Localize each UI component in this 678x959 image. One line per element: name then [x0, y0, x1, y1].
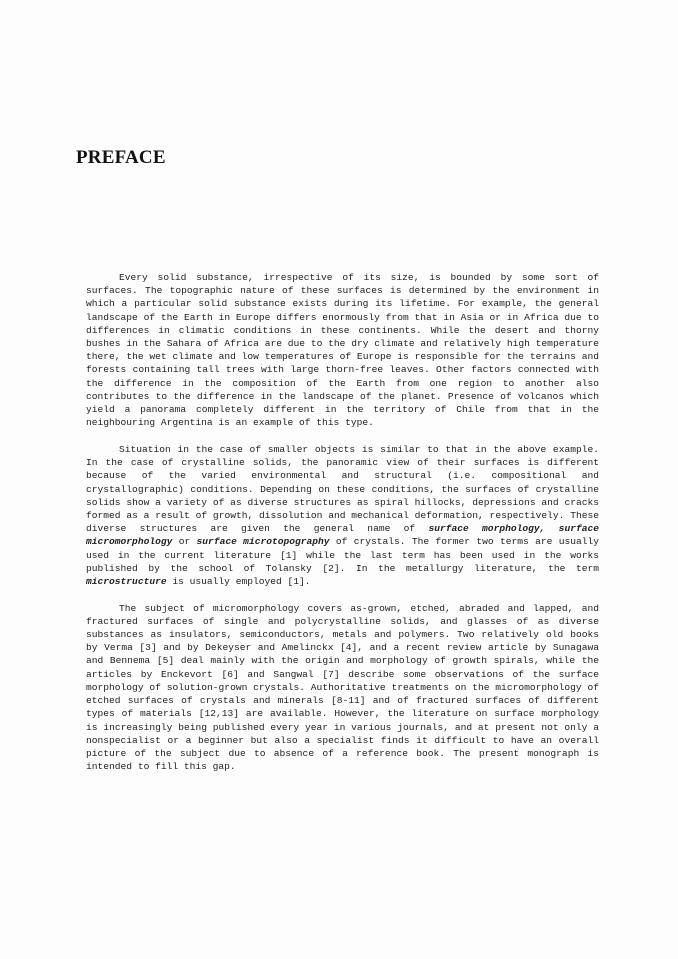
paragraph-1 [86, 271, 599, 429]
page-title: PREFACE [76, 147, 166, 168]
text-run: Every solid substance, irrespective of its size, is bounded by some sort of surfaces. The topographic nature of these surfaces is determined by the environment in which a particular solid substance exists during its lifetime. For example, the general landscape of the Earth in Europe differs enormously from that in Asia or in Africa due to differences in climatic conditions in these continents. While the desert and thorny bushes in the Sahara of Africa are due to the dry climate and relatively high temperature there, the wet climate and low temperatures of Europe is responsible for the terrains and forests containing tall trees with large thorn-free leaves. Other factors connected with the difference in the composition of the Earth from one region to another also contributes to the difference in the landscape of the planet. Presence of volcanos which yield a panorama completely different in the territory of Chile from that in the neighbouring Argentina is an example of this type. [86, 272, 599, 429]
text-run: The subject of micromorphology covers as-grown, etched, abraded and lapped, and fractured surfaces of single and polycrystalline solids, and glasses of as diverse substances as insulators, semiconductors, metals and polymers. Two relatively old books by Verma [3] and by Dekeyser and Amelinckx [4], and a recent review article by Sunagawa and Bennema [5] deal mainly with the origin and morphology of growth spirals, while the articles by Enckevort [6] and Sangwal [7] describe some observations of the surface morphology of solution-grown crystals. Authoritative treatments on the micromorphology of etched surfaces of crystals and minerals [8-11] and of fractured surfaces of different types of materials [12,13] are available. However, the literature on surface morphology is increasingly being published every year in various journals, and at present not only a nonspecialist or a beginner but also a specialist finds it difficult to have an overall picture of the subject due to absence of a reference book. The present monograph is intended to fill this gap. [86, 602, 599, 773]
paragraph-2 [86, 443, 599, 588]
text-run: Situation in the case of smaller objects is similar to that in the above example. In the case of crystalline solids, the panoramic view of their surfaces is different because of the varied environmental and structural (i.e. compositional and crystallographic) conditions. Depending on these conditions, the surfaces of crystalline solids show a variety of as diverse structures as spiral hillocks, depressions and cracks formed as a result of growth, dissolution and mechanical deformation, respectively. These diverse structures are given the general name of [86, 443, 599, 535]
emphasized-term: surface morphology, surface micromorphology [86, 523, 599, 548]
paragraph-3 [86, 602, 599, 774]
preface-body [86, 271, 599, 787]
emphasized-term: microstructure [86, 575, 167, 587]
text-run: or [172, 536, 197, 548]
text-run: is usually employed [1]. [166, 575, 311, 587]
text-run: of crystals. The former two terms are usually used in the current literature [1] while the last term has been used in the works published by the school of Tolansky [2]. In the metallurgy literature, the term [86, 536, 599, 574]
emphasized-term: surface microtopography [196, 536, 330, 548]
